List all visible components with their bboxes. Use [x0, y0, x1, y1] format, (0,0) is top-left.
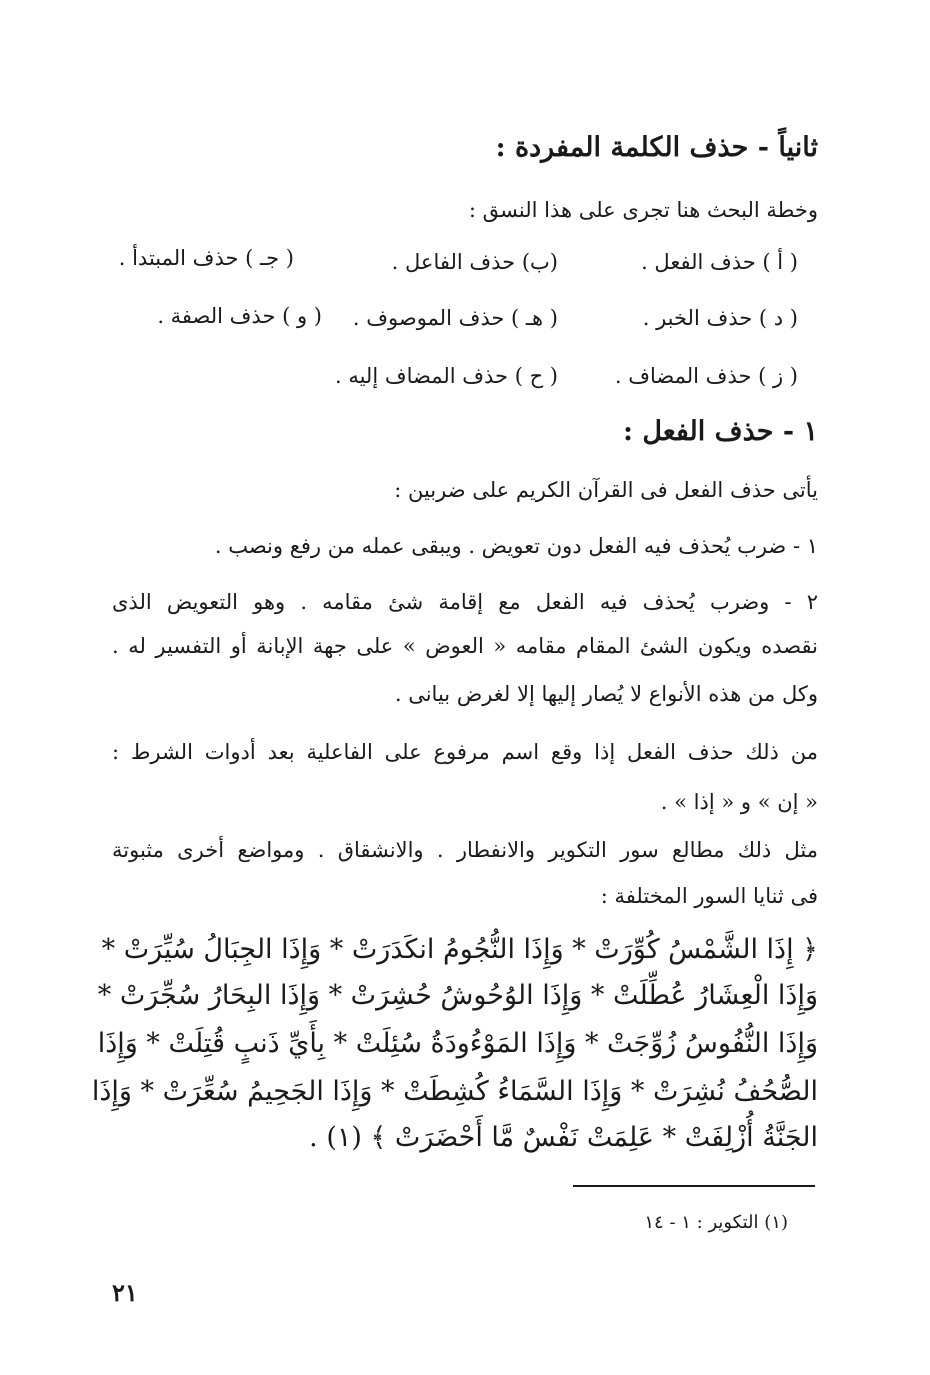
quran-verse-line-2: وَإِذَا الْعِشَارُ عُطِّلَتْ * وَإِذَا الوُحُوشُ حُشِرَتْ * وَإِذَا البِحَارُ سُجِّرَتْ *: [97, 980, 818, 1011]
paragraph-type-2-line-1: ٢ - وضرب يُحذف فيه الفعل مع إقامة شئ مقامه . وهو التعويض الذى: [112, 590, 818, 614]
plan-item-b: (ب) حذف الفاعل .: [391, 250, 558, 274]
paragraph-condition-line-1: من ذلك حذف الفعل إذا وقع اسم مرفوع على الفاعلية بعد أدوات الشرط :: [112, 740, 818, 764]
quran-verse-line-5: الجَنَّةُ أُزْلِفَتْ * عَلِمَتْ نَفْسٌ مَّا أَحْضَرَتْ ﴾ (١) .: [309, 1122, 818, 1153]
paragraph-example-line-1: مثل ذلك مطالع سور التكوير والانفطار . والانشقاق . ومواضع أخرى مثبوتة: [112, 838, 818, 862]
paragraph-type-2-line-3: وكل من هذه الأنواع لا يُصار إليها إلا لغرض بيانى .: [394, 682, 818, 706]
paragraph-intro: يأتى حذف الفعل فى القرآن الكريم على ضربين :: [394, 478, 818, 502]
paragraph-example-line-2: فى ثنايا السور المختلفة :: [600, 884, 818, 908]
plan-item-g: ( ز ) حذف المضاف .: [614, 364, 798, 388]
footnote: (١) التكوير : ١ - ١٤: [644, 1212, 788, 1233]
plan-item-h: ( ح ) حذف المضاف إليه .: [334, 364, 558, 388]
section-title: ثانياً - حذف الكلمة المفردة :: [495, 132, 818, 163]
plan-item-e: ( هـ ) حذف الموصوف .: [352, 306, 558, 330]
page-number: ٢١: [112, 1278, 138, 1307]
plan-item-d: ( د ) حذف الخبر .: [642, 306, 798, 330]
subsection-title: ١ - حذف الفعل :: [623, 416, 818, 447]
quran-verse-line-4: الصُّحُفُ نُشِرَتْ * وَإِذَا السَّمَاءُ كُشِطَتْ * وَإِذَا الجَحِيمُ سُعِّرَتْ * وَإِذَا: [91, 1076, 818, 1107]
plan-item-c: ( جـ ) حذف المبتدأ .: [118, 246, 294, 270]
footnote-divider: [573, 1185, 815, 1187]
quran-verse-line-1: ﴿ إِذَا الشَّمْسُ كُوِّرَتْ * وَإِذَا النُّجُومُ انكَدَرَتْ * وَإِذَا الجِبَالُ سُيِّرَتْ *: [101, 934, 818, 965]
quran-verse-line-3: وَإِذَا النُّفُوسُ زُوِّجَتْ * وَإِذَا المَوْءُودَةُ سُئِلَتْ * بِأَيِّ ذَنبٍ قُتِلَتْ * وَإِذَا: [97, 1028, 818, 1059]
plan-item-a: ( أ ) حذف الفعل .: [641, 250, 798, 274]
plan-item-f: ( و ) حذف الصفة .: [157, 304, 322, 328]
plan-intro: وخطة البحث هنا تجرى على هذا النسق :: [468, 198, 818, 222]
paragraph-type-1: ١ - ضرب يُحذف فيه الفعل دون تعويض . ويبقى عمله من رفع ونصب .: [214, 534, 818, 558]
paragraph-type-2-line-2: نقصده ويكون الشئ المقام مقامه « العوض » على جهة الإبانة أو التفسير له .: [112, 634, 818, 658]
paragraph-condition-line-2: « إن » و « إذا » .: [660, 790, 818, 814]
